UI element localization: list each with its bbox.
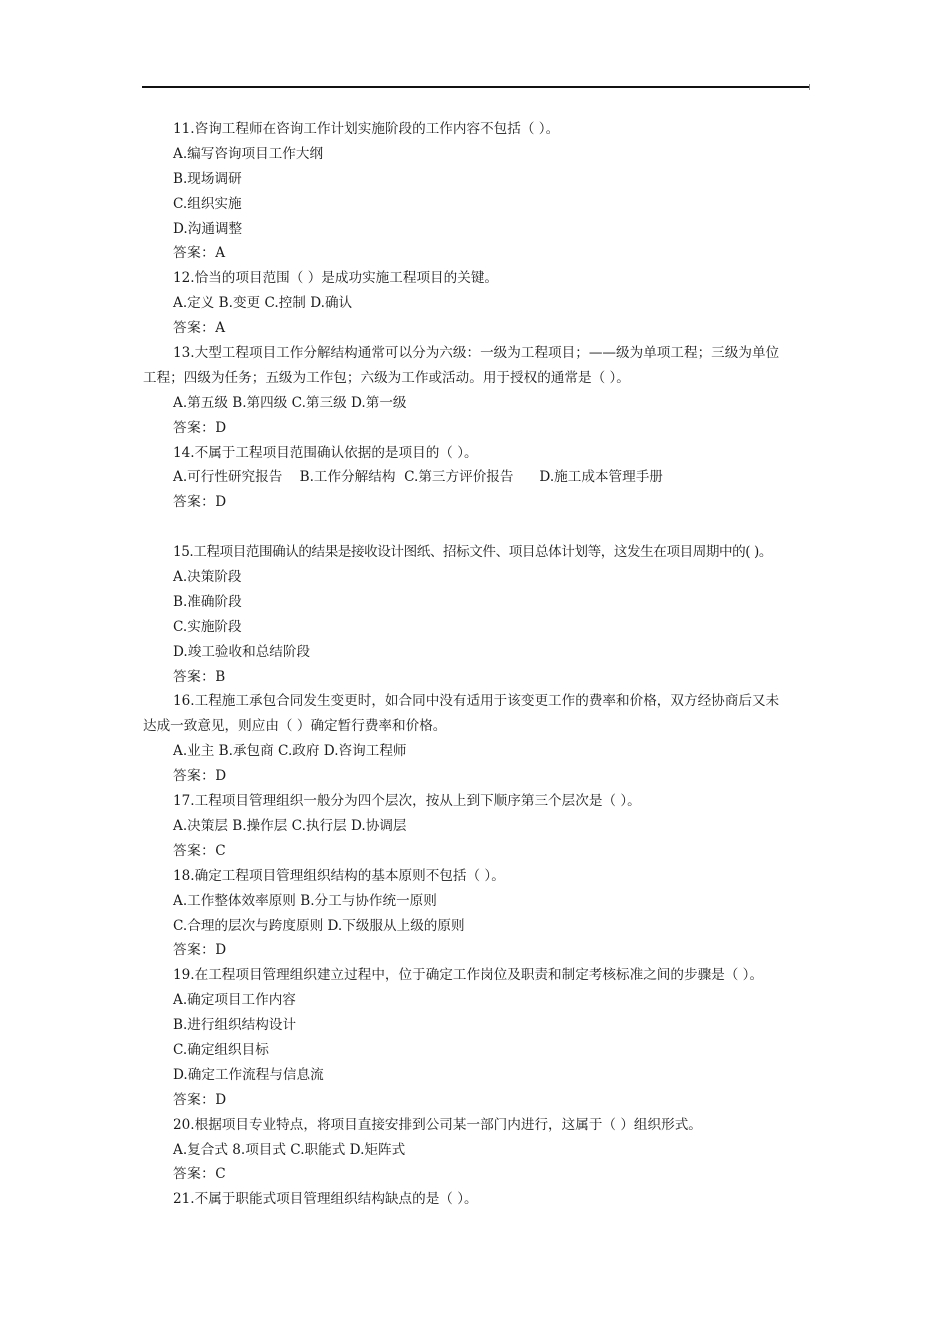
option-line: D.沟通调整 xyxy=(173,220,243,237)
answer-line: 答案：A xyxy=(173,320,226,337)
answer-line: 答案：D xyxy=(173,419,227,436)
blank-line xyxy=(143,515,810,540)
question-stem: 16.工程施工承包合同发生变更时，如合同中没有适用于该变更工作的费率和价格，双方经协商后又未 xyxy=(173,693,780,710)
question-stem: 12.恰当的项目范围（ ）是成功实施工程项目的关键。 xyxy=(173,270,499,287)
option-line: C.实施阶段 xyxy=(173,618,242,635)
answer-line: 答案：B xyxy=(173,668,226,685)
option-line: A.可行性研究报告 B.工作分解结构 C.第三方评价报告 D.施工成本管理手册 xyxy=(173,469,663,486)
answer-line: 答案：D xyxy=(173,768,227,785)
question-stem: 17.工程项目管理组织一般分为四个层次，按从上到下顺序第三个层次是（ ）。 xyxy=(173,793,641,810)
question-stem: 15.工程项目范围确认的结果是接收设计图纸、招标文件、项目总体计划等，这发生在项目周期中的( )。 xyxy=(173,544,773,561)
question-stem-continued: 工程；四级为任务；五级为工作包；六级为工作或活动。用于授权的通常是（ ）。 xyxy=(143,369,630,386)
option-line: C.组织实施 xyxy=(173,195,242,212)
option-line: B.准确阶段 xyxy=(173,593,242,610)
option-line: A.复合式 8.项目式 C.职能式 D.矩阵式 xyxy=(173,1141,406,1158)
option-line: D.确定工作流程与信息流 xyxy=(173,1066,324,1083)
option-line: A.决策层 B.操作层 C.执行层 D.协调层 xyxy=(173,817,407,834)
question-stem: 21.不属于职能式项目管理组织结构缺点的是（ ）。 xyxy=(173,1191,478,1208)
option-line: A.定义 B.变更 C.控制 D.确认 xyxy=(173,295,353,312)
option-line: A.编写咨询项目工作大纲 xyxy=(173,145,324,162)
question-stem: 11.咨询工程师在咨询工作计划实施阶段的工作内容不包括（ ）。 xyxy=(173,121,560,137)
question-stem: 18.确定工程项目管理组织结构的基本原则不包括（ ）。 xyxy=(173,867,505,884)
question-stem: 20.根据项目专业特点，将项目直接安排到公司某一部门内进行，这属于（ ）组织形式。 xyxy=(173,1116,702,1133)
header-rule-tick xyxy=(809,84,810,90)
option-line: A.第五级 B.第四级 C.第三级 D.第一级 xyxy=(173,394,407,411)
question-stem: 19.在工程项目管理组织建立过程中，位于确定工作岗位及职责和制定考核标准之间的步骤是（ ）。 xyxy=(173,967,764,984)
option-line: A.决策阶段 xyxy=(173,569,242,586)
option-line: A.确定项目工作内容 xyxy=(173,992,296,1009)
question-stem: 13.大型工程项目工作分解结构通常可以分为六级：一级为工程项目；——级为单项工程；三级为单位 xyxy=(173,345,780,362)
question-stem: 14.不属于工程项目范围确认依据的是项目的（ ）。 xyxy=(173,444,478,461)
answer-line: 答案：C xyxy=(173,1166,227,1183)
option-line: A.工作整体效率原则 B.分工与协作统一原则 xyxy=(173,892,437,909)
option-line: C.确定组织目标 xyxy=(173,1041,269,1058)
answer-line: 答案：C xyxy=(173,842,227,859)
document-body xyxy=(143,117,810,1212)
answer-line: 答案：D xyxy=(173,942,227,959)
option-line: B.现场调研 xyxy=(173,170,242,187)
header-rule xyxy=(142,86,809,88)
answer-line: 答案：D xyxy=(173,494,227,511)
option-line: A.业主 B.承包商 C.政府 D.咨询工程师 xyxy=(173,743,407,760)
answer-line: 答案：A xyxy=(173,245,226,262)
question-stem-continued: 达成一致意见，则应由（ ）确定暂行费率和价格。 xyxy=(143,718,447,735)
answer-line: 答案：D xyxy=(173,1091,227,1108)
option-line: B.进行组织结构设计 xyxy=(173,1017,297,1034)
option-line: D.竣工验收和总结阶段 xyxy=(173,643,311,660)
option-line: C.合理的层次与跨度原则 D.下级服从上级的原则 xyxy=(173,917,465,934)
